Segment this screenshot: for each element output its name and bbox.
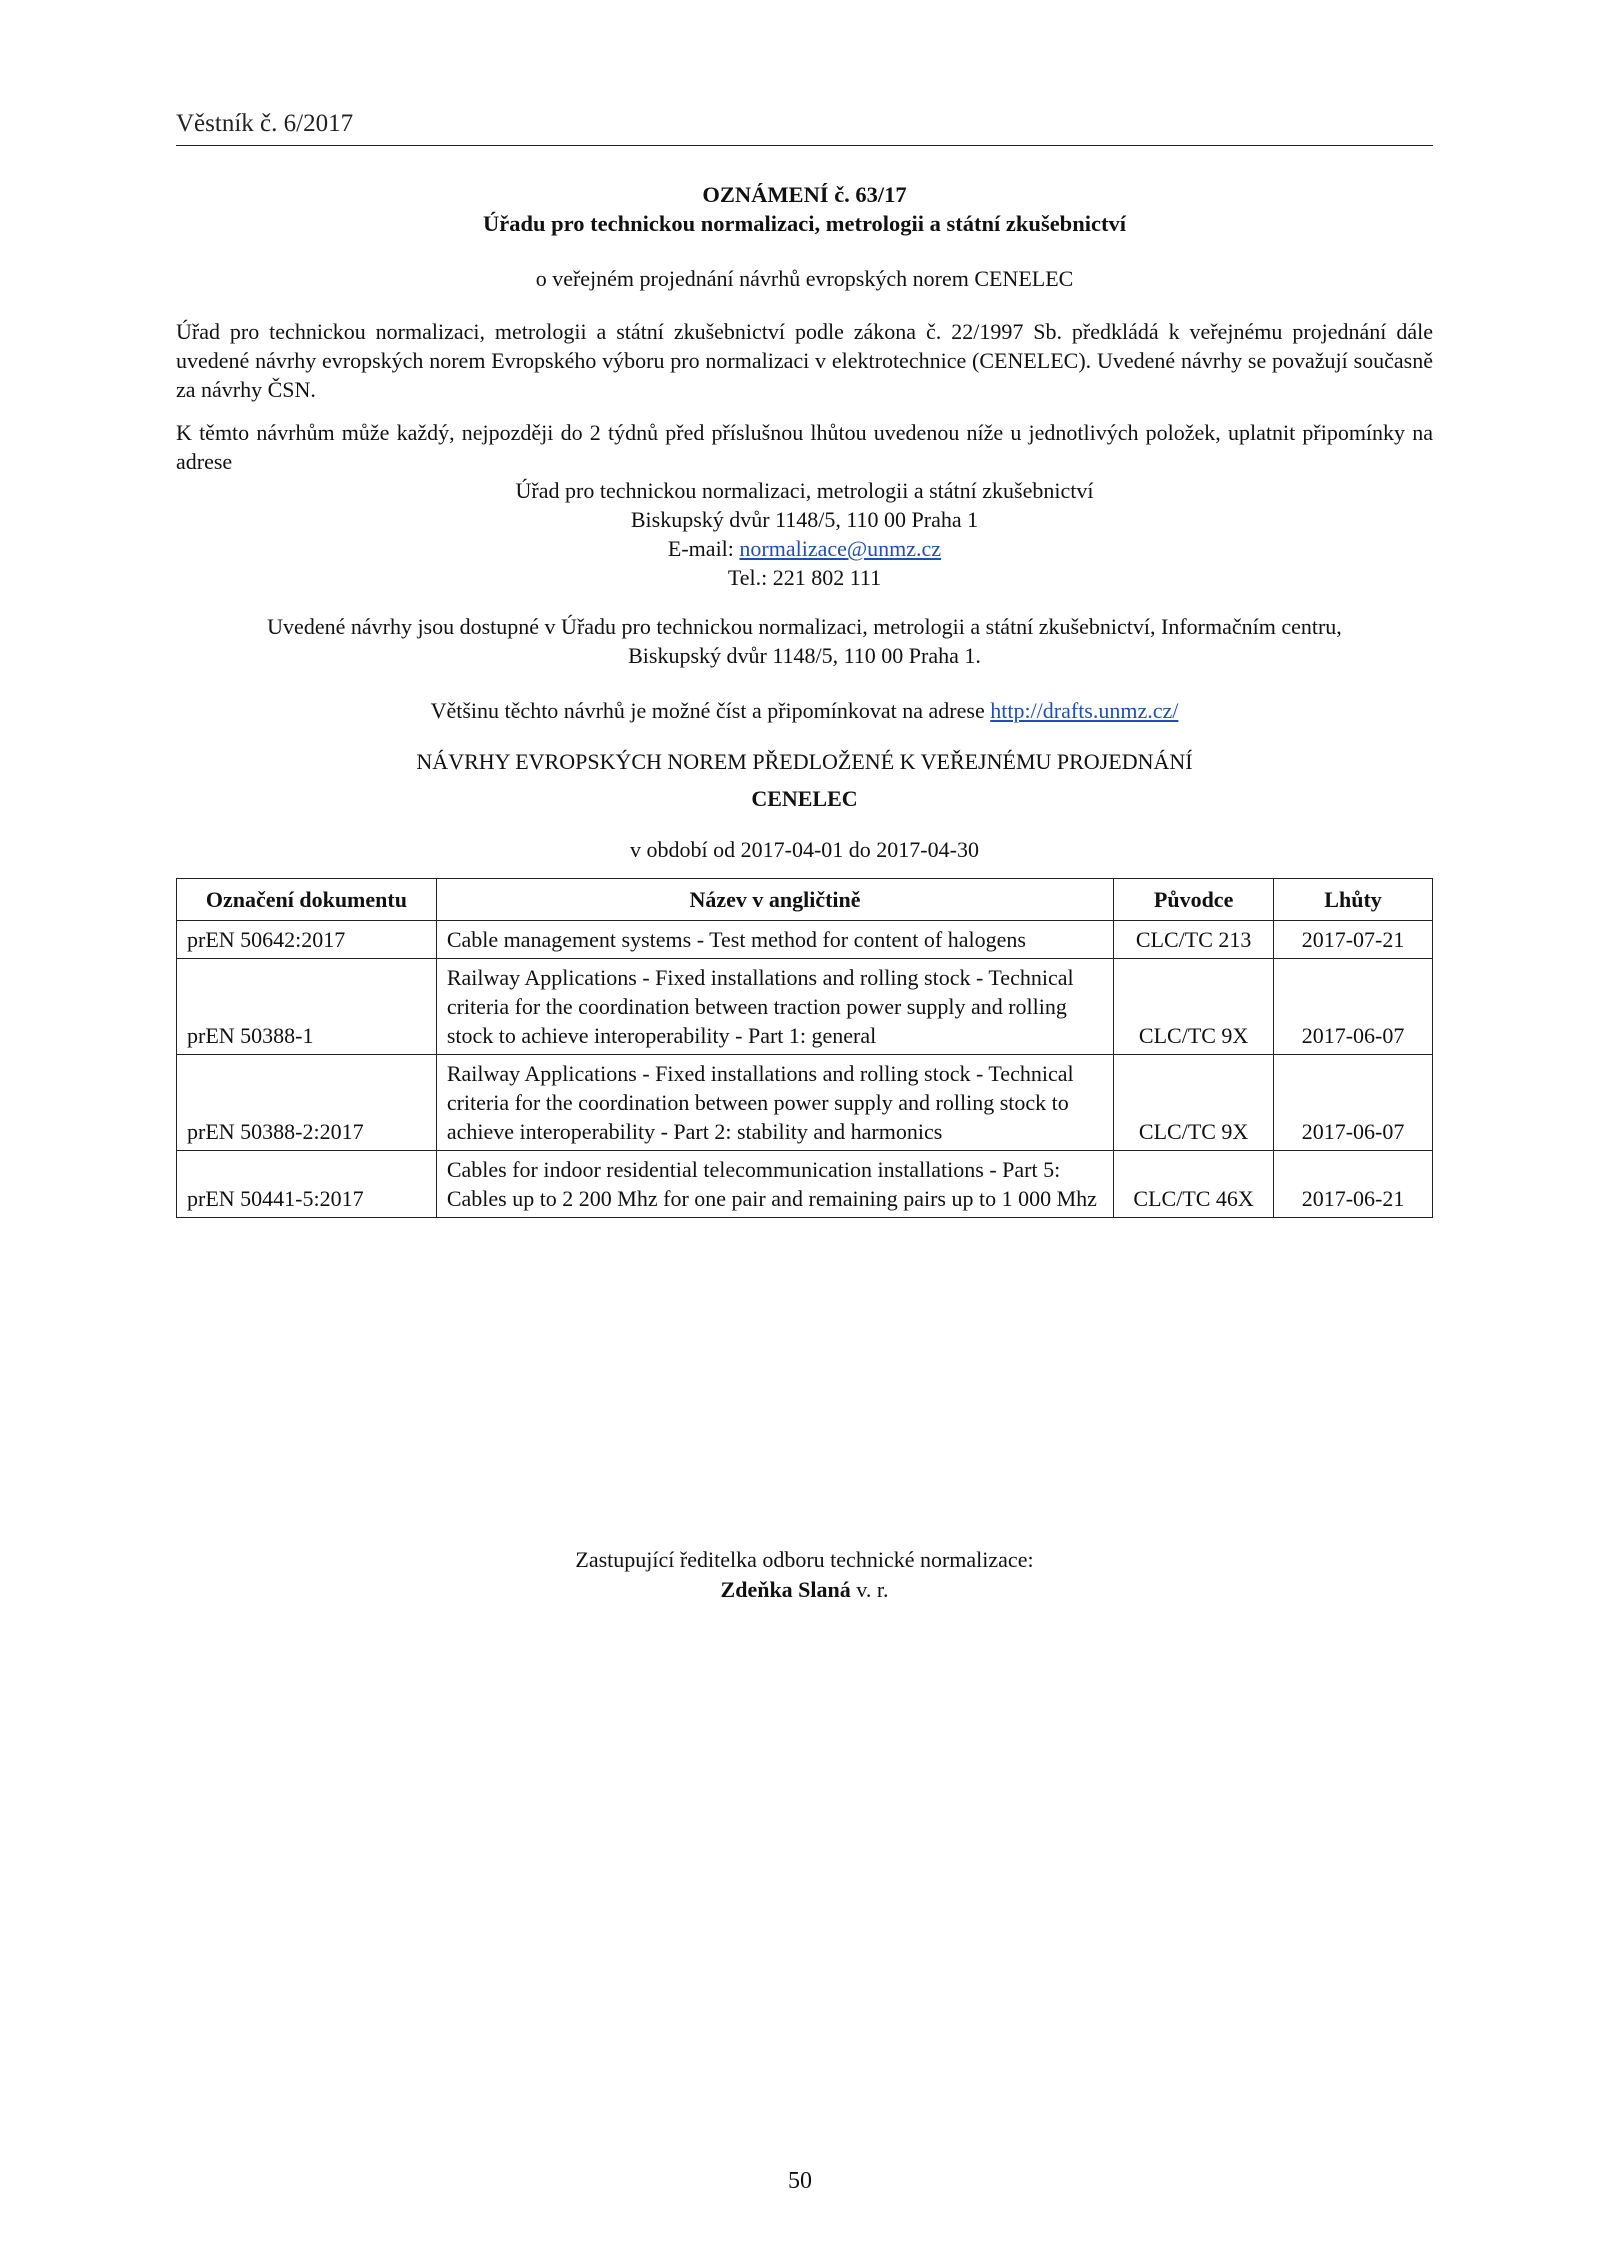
cell-title: Railway Applications - Fixed installations and rolling stock - Technical criteria for the coordination between traction power supply and rolling stock to achieve interoperability - Part 1: general bbox=[436, 959, 1113, 1055]
address-phone: Tel.: 221 802 111 bbox=[727, 565, 882, 590]
col-header-origin: Původce bbox=[1114, 879, 1274, 921]
cell-deadline: 2017-06-07 bbox=[1274, 959, 1433, 1055]
availability-line-1: Uvedené návrhy jsou dostupné v Úřadu pro technickou normalizaci, metrologii a státní zkušebnictví, Informačním centru, bbox=[267, 614, 1342, 639]
signature-block bbox=[176, 1545, 1433, 1605]
notice-subject: o veřejném projednání návrhů evropských norem CENELEC bbox=[535, 266, 1074, 291]
cell-origin: CLC/TC 46X bbox=[1114, 1151, 1274, 1218]
cell-deadline: 2017-06-21 bbox=[1274, 1151, 1433, 1218]
section-title: NÁVRHY EVROPSKÝCH NOREM PŘEDLOŽENÉ K VEŘEJNÉMU PROJEDNÁNÍ bbox=[416, 749, 1193, 774]
email-link[interactable]: normalizace@unmz.cz bbox=[739, 536, 942, 561]
table-row bbox=[177, 1151, 1433, 1218]
col-header-document: Označení dokumentu bbox=[177, 879, 437, 921]
issuing-office: Úřadu pro technickou normalizaci, metrologii a státní zkušebnictví bbox=[483, 211, 1126, 236]
signatory-line bbox=[176, 1575, 1433, 1605]
drafts-table bbox=[176, 878, 1433, 1218]
table-header-row bbox=[177, 879, 1433, 921]
comments-paragraph: K těmto návrhům může každý, nejpozději do 2 týdnů před příslušnou lhůtou uvedenou níže u jednotlivých položek, uplatnit připomínky na adrese bbox=[176, 420, 1433, 474]
availability-line-2: Biskupský dvůr 1148/5, 110 00 Praha 1. bbox=[628, 643, 981, 668]
drafts-text: Většinu těchto návrhů je možné číst a připomínkovat na adrese bbox=[430, 698, 991, 723]
address-email-line bbox=[176, 534, 1433, 563]
cell-deadline: 2017-07-21 bbox=[1274, 921, 1433, 959]
notice-number: OZNÁMENÍ č. 63/17 bbox=[702, 182, 907, 207]
page-number: 50 bbox=[788, 2168, 812, 2194]
cell-origin: CLC/TC 213 bbox=[1114, 921, 1274, 959]
period-line: v období od 2017-04-01 do 2017-04-30 bbox=[630, 837, 979, 862]
col-header-deadline: Lhůty bbox=[1274, 879, 1433, 921]
col-header-title: Název v angličtině bbox=[436, 879, 1113, 921]
address-office: Úřad pro technickou normalizaci, metrologii a státní zkušebnictví bbox=[515, 478, 1094, 503]
notice-body bbox=[176, 180, 1433, 1218]
cell-title: Railway Applications - Fixed installations and rolling stock - Technical criteria for the coordination between power supply and rolling stock to achieve interoperability - Part 2: stability and harmonics bbox=[436, 1055, 1113, 1151]
cell-document: prEN 50388-2:2017 bbox=[177, 1055, 437, 1151]
email-label: E-mail: bbox=[667, 536, 740, 561]
cell-document: prEN 50388-1 bbox=[177, 959, 437, 1055]
signatory-suffix: v. r. bbox=[850, 1577, 889, 1602]
table-row bbox=[177, 921, 1433, 959]
cell-title: Cables for indoor residential telecommunication installations - Part 5: Cables up to 2 200 Mhz for one pair and remaining pairs up to 1 000 Mhz bbox=[436, 1151, 1113, 1218]
cell-origin: CLC/TC 9X bbox=[1114, 959, 1274, 1055]
signatory-name: Zdeňka Slaná bbox=[720, 1577, 851, 1602]
cell-title: Cable management systems - Test method for content of halogens bbox=[436, 921, 1113, 959]
signatory-role: Zastupující ředitelka odboru technické normalizace: bbox=[575, 1547, 1034, 1572]
address-street: Biskupský dvůr 1148/5, 110 00 Praha 1 bbox=[630, 507, 979, 532]
drafts-line bbox=[176, 696, 1433, 725]
table-row bbox=[177, 1055, 1433, 1151]
intro-paragraph: Úřad pro technickou normalizaci, metrologii a státní zkušebnictví podle zákona č. 22/1997 Sb. předkládá k veřejnému projednání dále uvedené návrhy evropských norem Evropského výboru pro normalizaci v elektrotechnice (CENELEC). Uvedené návrhy se považují současně za návrhy ČSN. bbox=[176, 319, 1433, 402]
cell-origin: CLC/TC 9X bbox=[1114, 1055, 1274, 1151]
cell-deadline: 2017-06-07 bbox=[1274, 1055, 1433, 1151]
cell-document: prEN 50642:2017 bbox=[177, 921, 437, 959]
table-row bbox=[177, 959, 1433, 1055]
header-rule bbox=[176, 145, 1433, 146]
cell-document: prEN 50441-5:2017 bbox=[177, 1151, 437, 1218]
running-header: Věstník č. 6/2017 bbox=[176, 110, 354, 137]
address-block bbox=[176, 476, 1433, 592]
organization-title: CENELEC bbox=[751, 786, 858, 811]
drafts-link[interactable]: http://drafts.unmz.cz/ bbox=[990, 698, 1179, 723]
